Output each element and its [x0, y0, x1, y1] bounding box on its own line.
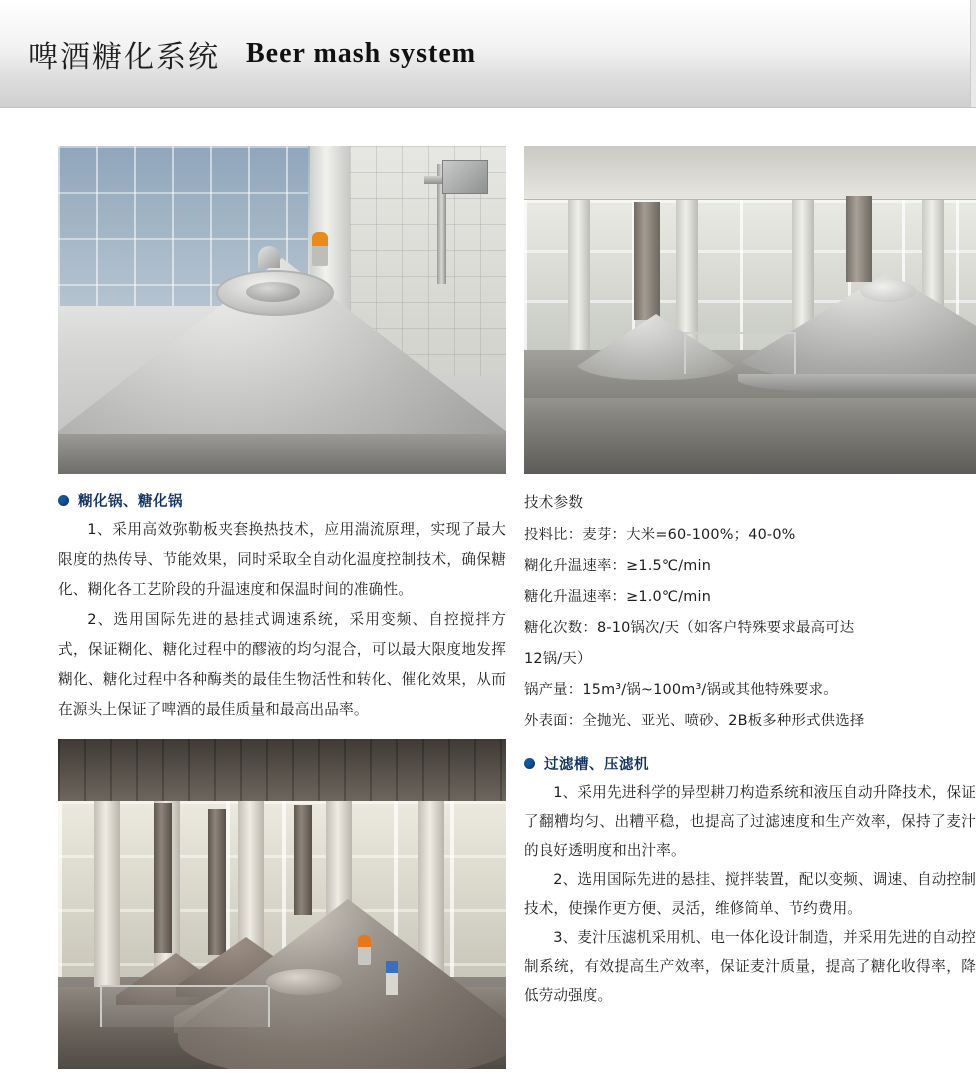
content-area	[0, 108, 976, 1004]
spec-key: 锅产量：	[524, 682, 583, 698]
spec-row	[524, 551, 976, 582]
spec-value: 12锅/天）	[524, 651, 592, 667]
chimney	[294, 805, 312, 915]
page-title-en: Beer mash system	[246, 37, 477, 69]
pillar	[94, 801, 120, 991]
pillar	[568, 200, 590, 368]
floor-reflection	[524, 398, 976, 474]
page-header	[0, 0, 976, 108]
right-section-heading	[524, 753, 976, 774]
ceiling	[58, 739, 506, 801]
bullet-dot-icon	[524, 758, 535, 769]
right-column	[524, 146, 976, 1010]
spec-value: 全抛光、亚光、喷砂、2B板多种形式供选择	[582, 713, 865, 729]
specs-title: 技术参数	[524, 494, 584, 511]
right-paragraph-2: 2、选用国际先进的悬挂、搅拌装置，配以变频、调速、自动控制技术，使操作更方便、灵活，维修简单、节约费用。	[524, 871, 976, 917]
walkway-railing	[100, 985, 270, 1027]
bullet-dot-icon	[58, 495, 69, 506]
spec-row	[524, 644, 976, 675]
manway-hatch	[266, 969, 342, 995]
chimney	[208, 809, 226, 955]
ceiling	[524, 146, 976, 200]
right-paragraph-3: 3、麦汁压滤机采用机、电一体化设计制造，并采用先进的自动控制系统，有效提高生产效率，保证麦汁质量，提高了糖化收得率，降低劳动强度。	[524, 929, 976, 1004]
left-column	[58, 146, 506, 1069]
chimney	[634, 202, 660, 320]
spec-row	[524, 582, 976, 613]
left-paragraph-1: 1、采用高效弥勒板夹套换热技术，应用湍流原理，实现了最大限度的热传导、节能效果，同时采取全自动化温度控制技术，确保糖化、糊化各工艺阶段的升温速度和保温时间的准确性。	[58, 521, 506, 598]
spec-value: 15m³/锅~100m³/锅或其他特殊要求。	[582, 682, 838, 698]
left-paragraph-2: 2、选用国际先进的悬挂式调速系统，采用变频、自控搅拌方式，保证糊化、糖化过程中的醪液的均匀混合，可以最大限度地发挥糊化、糖化过程中各种酶类的最佳生物活性和转化、催化效果，从而在源头上保证了啤酒的最佳质量和最高出品率。	[58, 611, 506, 718]
spec-row	[524, 706, 976, 737]
chimney	[154, 803, 172, 953]
signal-lamp-icon	[312, 232, 328, 266]
spec-value: 8-10锅次/天（如客户特殊要求最高可达	[596, 620, 855, 636]
spec-key: 投料比：	[524, 527, 583, 543]
valve-box	[442, 160, 488, 194]
spec-row	[524, 675, 976, 706]
spec-value: ≥1.0℃/min	[626, 589, 712, 605]
page-title-cn: 啤酒糖化系统	[28, 39, 220, 75]
mash-tun-photo	[58, 146, 506, 474]
specs-block	[524, 488, 976, 737]
walkway-railing	[684, 332, 796, 374]
nozzle	[258, 246, 280, 268]
spec-key: 糊化升温速率：	[524, 558, 627, 574]
mash-tanks-hall-photo	[524, 146, 976, 474]
right-heading-label: 过滤槽、压滤机	[544, 757, 649, 773]
right-paragraph-1: 1、采用先进科学的异型耕刀构造系统和液压自动升降技术，保证了翻糟均匀、出糟平稳，也提高了过滤速度和生产效率，保持了麦汁的良好透明度和出汁率。	[524, 784, 976, 859]
brewhouse-tanks-photo	[58, 739, 506, 1069]
left-section-heading	[58, 490, 506, 511]
floor	[58, 434, 506, 474]
manway-inner-lid	[246, 282, 300, 302]
header-right-edge	[970, 0, 976, 107]
spec-key: 外表面：	[524, 713, 583, 729]
spec-key: 糖化次数：	[524, 620, 597, 636]
left-heading-label: 糊化锅、糖化锅	[78, 494, 183, 510]
spec-key: 糖化升温速率：	[524, 589, 627, 605]
spec-row	[524, 520, 976, 551]
sensor-probe	[386, 961, 398, 995]
spec-row	[524, 613, 976, 644]
signal-lamp-icon	[358, 935, 371, 965]
spec-value: 麦芽：大米=60-100%；40-0%	[582, 527, 796, 543]
spec-value: ≥1.5℃/min	[626, 558, 712, 574]
chimney	[846, 196, 872, 282]
manway-hatch	[860, 280, 916, 302]
